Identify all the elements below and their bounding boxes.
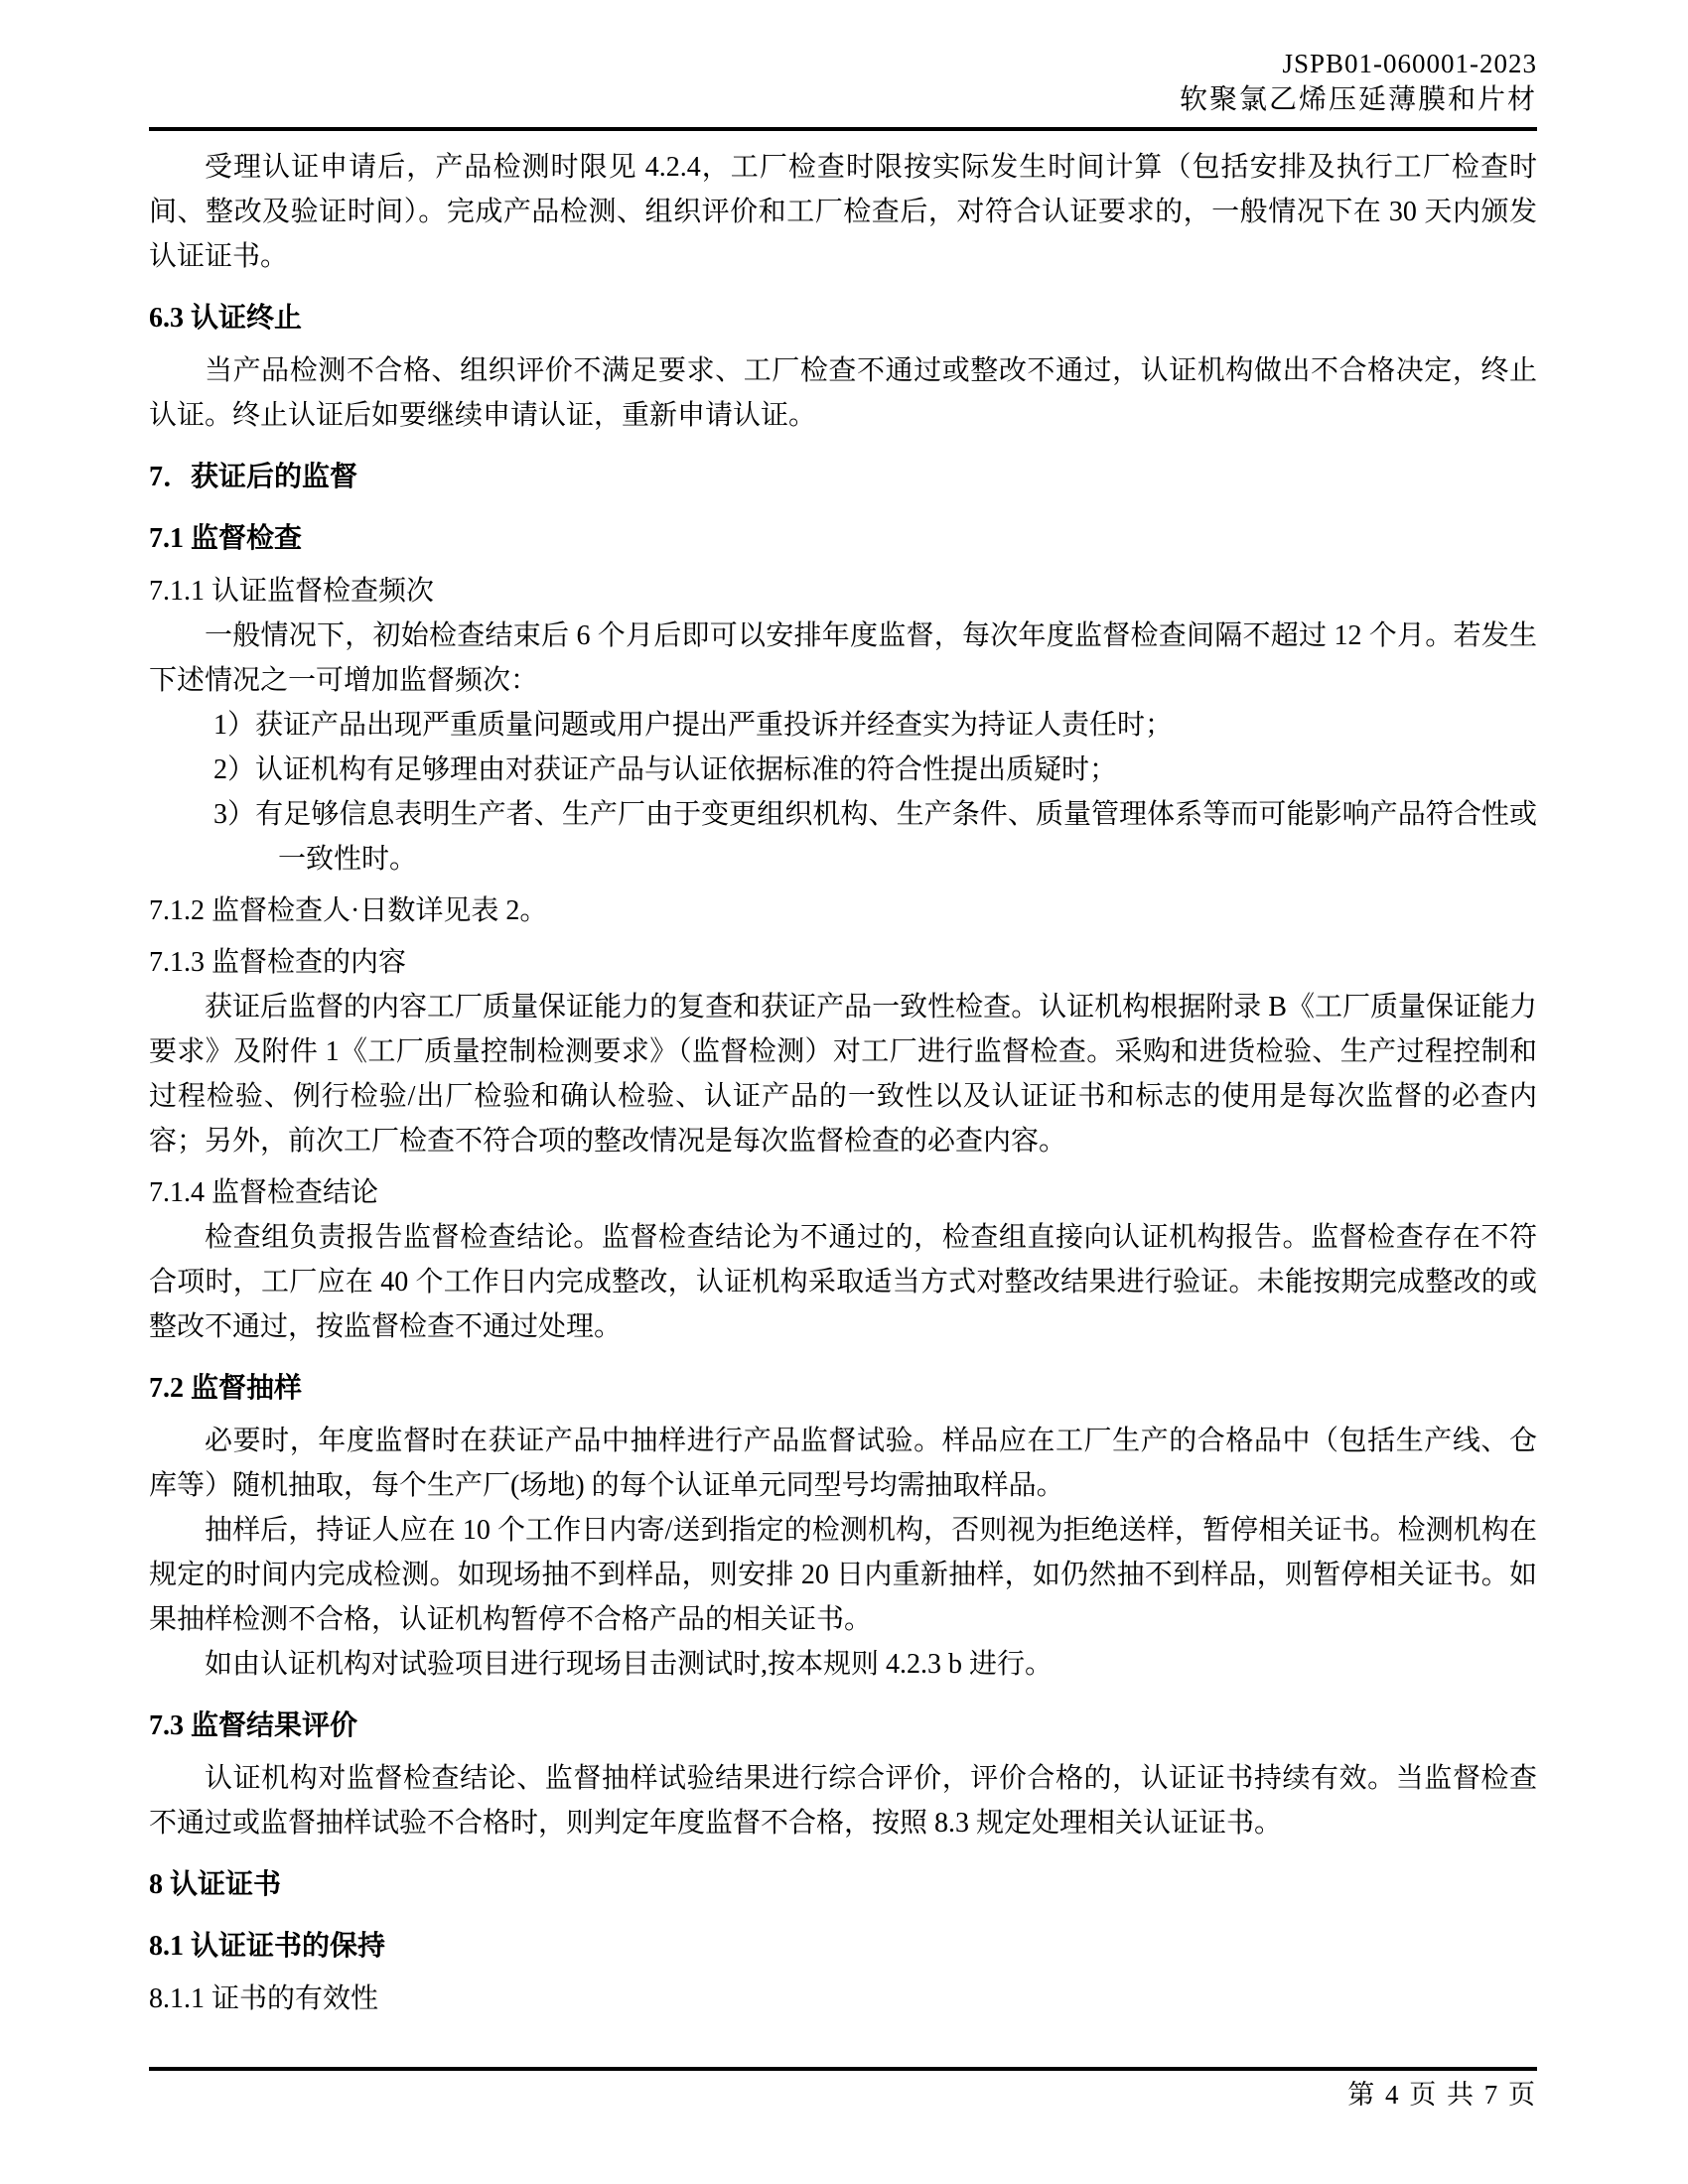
page-content <box>149 46 1537 2021</box>
heading-7-1-1: 7.1.1 认证监督检查频次 <box>149 576 435 607</box>
heading-7: 7．获证后的监督 <box>149 462 358 492</box>
list-item-2: 2）认证机构有足够理由对获证产品与认证依据标准的符合性提出质疑时； <box>213 754 1118 785</box>
heading-7-1-4: 7.1.4 监督检查结论 <box>149 1177 379 1208</box>
paragraph-7-2-2: 抽样后，持证人应在 10 个工作日内寄/送到指定的检测机构，否则视为拒绝送样，暂停相关证书。检测机构在规定的时间内完成检测。如现场抽不到样品，则安排 20 日内重新抽样，如仍然抽不到样品，则暂停相关证书。如果抽样检测不合格，认证机构暂停不合格产品的相关证书。 <box>149 1515 1537 1635</box>
heading-8: 8 认证证书 <box>149 1869 282 1900</box>
heading-8-1-1: 8.1.1 证书的有效性 <box>149 1983 379 2014</box>
header-divider <box>149 127 1537 131</box>
paragraph-7-2-1: 必要时，年度监督时在获证产品中抽样进行产品监督试验。样品应在工厂生产的合格品中（包括生产线、仓库等）随机抽取，每个生产厂(场地) 的每个认证单元同型号均需抽取样品。 <box>149 1426 1537 1501</box>
paragraph-6-3: 当产品检测不合格、组织评价不满足要求、工厂检查不通过或整改不通过，认证机构做出不合格决定，终止认证。终止认证后如要继续申请认证，重新申请认证。 <box>149 355 1537 431</box>
paragraph-7-1-1: 一般情况下，初始检查结束后 6 个月后即可以安排年度监督，每次年度监督检查间隔不超过 12 个月。若发生下述情况之一可增加监督频次： <box>149 620 1537 696</box>
list-item-3: 3）有足够信息表明生产者、生产厂由于变更组织机构、生产条件、质量管理体系等而可能影响产品符合性或一致性时。 <box>213 799 1537 875</box>
heading-7-1: 7.1 监督检查 <box>149 523 303 554</box>
heading-7-1-3: 7.1.3 监督检查的内容 <box>149 947 407 978</box>
paragraph-7-1-4: 检查组负责报告监督检查结论。监督检查结论为不通过的，检查组直接向认证机构报告。监督检查存在不符合项时，工厂应在 40 个工作日内完成整改，认证机构采取适当方式对整改结果进行验证。未能按期完成整改的或整改不通过，按监督检查不通过处理。 <box>149 1222 1537 1342</box>
intro-paragraph: 受理认证申请后，产品检测时限见 4.2.4，工厂检查时限按实际发生时间计算（包括安排及执行工厂检查时间、整改及验证时间）。完成产品检测、组织评价和工厂检查后，对符合认证要求的，一般情况下在 30 天内颁发认证证书。 <box>149 152 1537 272</box>
supervision-frequency-list <box>149 703 1537 882</box>
paragraph-7-3: 认证机构对监督检查结论、监督抽样试验结果进行综合评价，评价合格的，认证证书持续有效。当监督检查不通过或监督抽样试验不合格时，则判定年度监督不合格，按照 8.3 规定处理相关认证证书。 <box>149 1763 1537 1839</box>
page-number: 第 4 页 共 7 页 <box>1347 2080 1537 2110</box>
document-header <box>149 46 1537 127</box>
document-subtitle: 软聚氯乙烯压延薄膜和片材 <box>1179 84 1537 115</box>
paragraph-7-2-3: 如由认证机构对试验项目进行现场目击测试时,按本规则 4.2.3 b 进行。 <box>205 1649 1054 1680</box>
list-item-1: 1）获证产品出现严重质量问题或用户提出严重投诉并经查实为持证人责任时； <box>213 710 1174 741</box>
heading-7-1-2: 7.1.2 监督检查人·日数详见表 2。 <box>149 895 548 926</box>
document-footer <box>149 2067 1537 2115</box>
heading-7-2: 7.2 监督抽样 <box>149 1373 303 1404</box>
heading-7-3: 7.3 监督结果评价 <box>149 1710 358 1741</box>
document-number: JSPB01-060001-2023 <box>1282 49 1537 78</box>
document-body <box>149 145 1537 2021</box>
heading-6-3: 6.3 认证终止 <box>149 303 303 334</box>
paragraph-7-1-3: 获证后监督的内容工厂质量保证能力的复查和获证产品一致性检查。认证机构根据附录 B《工厂质量保证能力要求》及附件 1《工厂质量控制检测要求》（监督检测）对工厂进行监督检查。采购和进货检验、生产过程控制和过程检验、例行检验/出厂检验和确认检验、认证产品的一致性以及认证证书和标志的使用是每次监督的必查内容；另外，前次工厂检查不符合项的整改情况是每次监督检查的必查内容。 <box>149 992 1537 1157</box>
heading-8-1: 8.1 认证证书的保持 <box>149 1931 386 1962</box>
